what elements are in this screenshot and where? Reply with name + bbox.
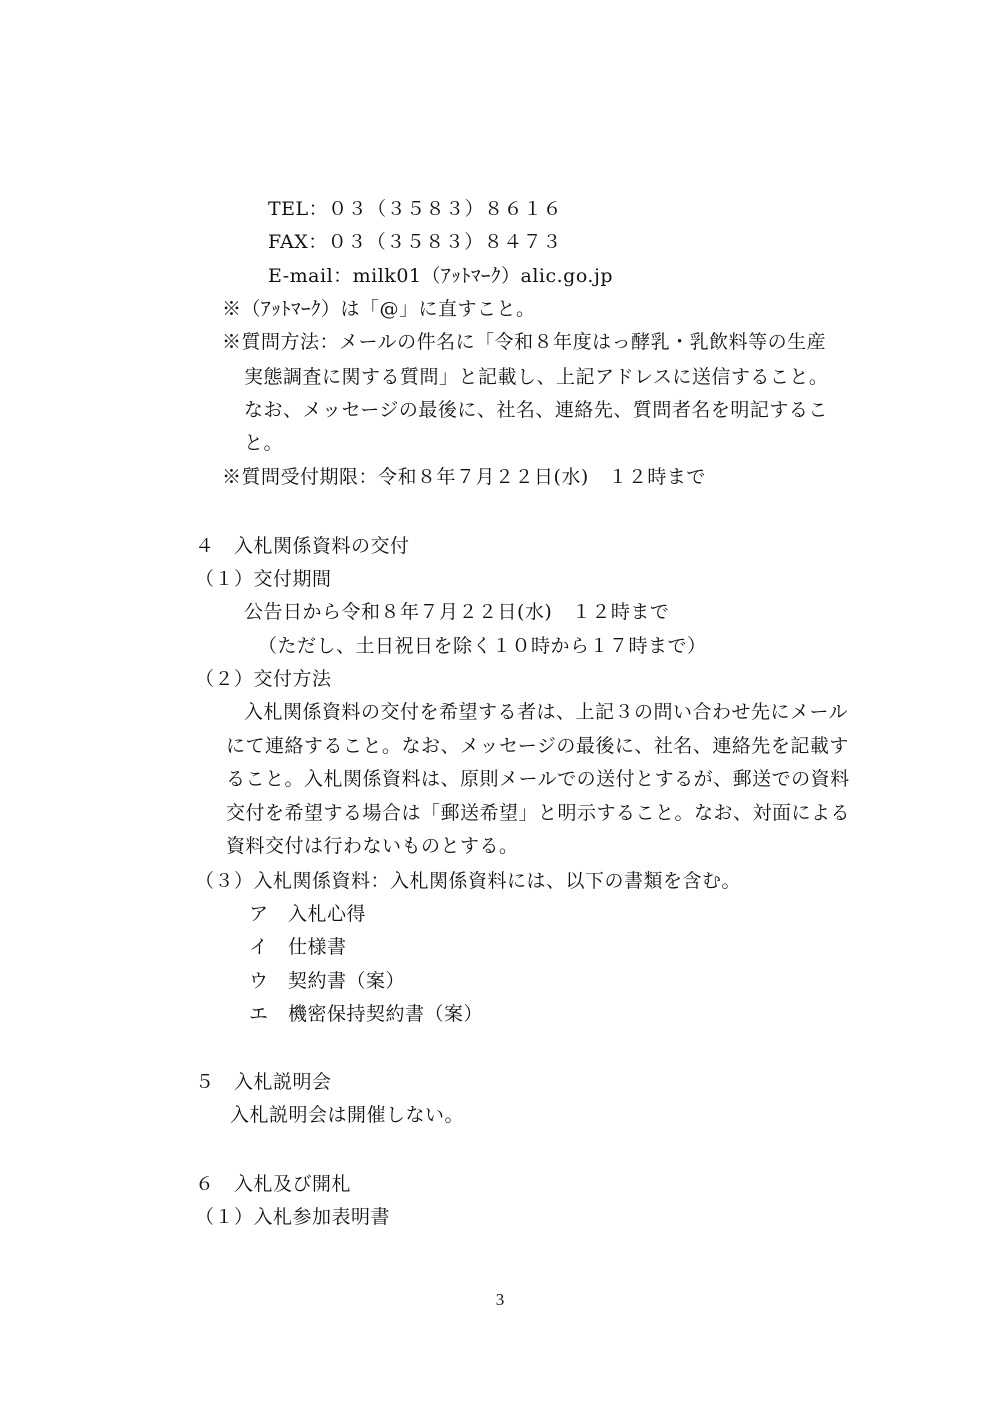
section-4-2-heading: （２）交付方法: [195, 668, 332, 690]
contact-fax: FAX：０３（３５８３）８４７３: [268, 231, 562, 253]
question-method-line-3: なお、メッセージの最後に、社名、連絡先、質問者名を明記するこ: [244, 399, 828, 421]
section-4-2-line-4: 交付を希望する場合は「郵送希望」と明示すること。なお、対面による: [226, 802, 851, 824]
section-4-2-line-2: にて連絡すること。なお、メッセージの最後に、社名、連絡先を記載す: [226, 735, 849, 757]
section-4-2-line-5: 資料交付は行わないものとする。: [226, 835, 519, 857]
page-number: 3: [495, 1290, 505, 1309]
section-5-body: 入札説明会は開催しない。: [230, 1104, 465, 1126]
list-item: ア 入札心得: [249, 903, 367, 925]
question-method-line-2: 実態調査に関する質問」と記載し、上記アドレスに送信すること。: [244, 366, 829, 388]
section-4-1-heading: （１）交付期間: [195, 568, 332, 590]
contact-tel: TEL：０３（３５８３）８６１６: [268, 198, 563, 220]
section-4-3-heading: （３）入札関係資料：入札関係資料には、以下の書類を含む。: [195, 870, 742, 892]
section-6-heading: ６ 入札及び開札: [195, 1173, 352, 1195]
question-deadline: ※質問受付期限：令和８年７月２２日(水) １２時まで: [222, 466, 706, 488]
question-method-line-1: ※質問方法：メールの件名に「令和８年度はっ酵乳・乳飲料等の生産: [222, 331, 827, 353]
question-method-line-4: と。: [244, 432, 284, 454]
at-mark-note: ※（ｱｯﾄﾏｰｸ）は「@」に直すこと。: [222, 298, 536, 320]
contact-email: E-mail：milk01（ｱｯﾄﾏｰｸ）alic.go.jp: [268, 265, 614, 287]
list-item: イ 仕様書: [249, 936, 347, 958]
section-5-heading: ５ 入札説明会: [195, 1071, 332, 1093]
section-4-heading: ４ 入札関係資料の交付: [195, 535, 410, 557]
section-4-2-line-1: 入札関係資料の交付を希望する者は、上記３の問い合わせ先にメール: [244, 701, 849, 723]
section-4-1-line-1: 公告日から令和８年７月２２日(水) １２時まで: [244, 601, 670, 623]
section-6-1-heading: （１）入札参加表明書: [195, 1206, 391, 1228]
list-item: ウ 契約書（案）: [249, 970, 406, 992]
section-4-2-line-3: ること。入札関係資料は、原則メールでの送付とするが、郵送での資料: [226, 768, 850, 790]
list-item: エ 機密保持契約書（案）: [249, 1003, 484, 1025]
section-4-1-line-2: （ただし、土日祝日を除く１０時から１７時まで）: [258, 635, 707, 657]
